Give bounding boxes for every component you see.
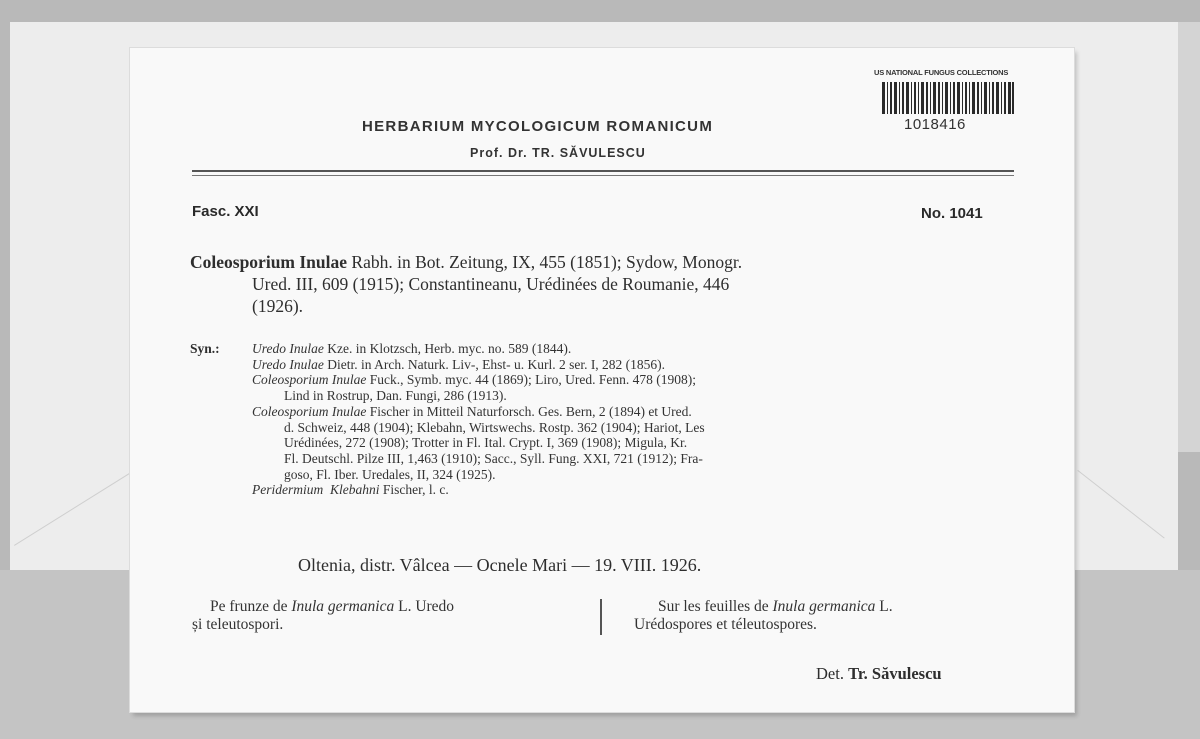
synonym-citation-line: Urédinées, 272 (1908); Trotter in Fl. Ital. Crypt. I, 369 (1908); Migula, Kr.: [284, 435, 688, 451]
synonym-citation: Fischer, l. c.: [382, 482, 449, 498]
substrate-text: și teleutospori.: [192, 616, 284, 633]
herbarium-title: HERBARIUM MYCOLOGICUM ROMANICUM: [362, 118, 714, 135]
exsiccata-number: No. 1041: [921, 205, 983, 222]
substrate-text: L. Uredo: [398, 598, 455, 615]
species-name: Coleosporium Inulae: [190, 252, 348, 272]
synonym-citation: Fischer in Mitteil Naturforsch. Ges. Bern, 2 (1894) et Ured.: [369, 403, 692, 419]
synonyms-list: [252, 341, 1022, 498]
fascicle-number: Fasc. XXI: [192, 203, 259, 220]
substrate-text: Sur les feuilles de: [658, 598, 769, 615]
synonym-taxon: Uredo Inulae: [252, 341, 324, 356]
determiner-prefix: Det.: [816, 664, 844, 683]
synonym-item: [252, 482, 1022, 498]
synonyms-label: Syn.:: [190, 341, 220, 356]
barcode-sticker: [874, 68, 1022, 138]
synonym-item: [252, 357, 1022, 373]
substrate-text: L.: [879, 598, 893, 615]
synonym-item: [252, 341, 1022, 357]
species-citation-line: (1926).: [252, 296, 304, 316]
host-name: Inula germanica: [291, 598, 395, 615]
divider-rule: [192, 170, 1014, 172]
column-divider: [600, 599, 602, 635]
species-citation: Rabh. in Bot. Zeitung, IX, 455 (1851); Sydow, Monogr.: [351, 252, 743, 272]
synonym-citation-line: Lind in Rostrup, Dan. Fungi, 286 (1913).: [284, 388, 507, 404]
substrate-romanian: [192, 598, 592, 634]
host-name: Inula germanica: [772, 598, 876, 615]
collection-locality: Oltenia, distr. Vâlcea — Ocnele Mari — 19. VIII. 1926.: [298, 555, 702, 575]
synonym-item: [252, 404, 1022, 420]
substrate-text: Pe frunze de: [210, 598, 288, 615]
substrate-text: Urédospores et téleutospores.: [634, 616, 817, 633]
synonym-citation: Fuck., Symb. myc. 44 (1869); Liro, Ured. Fenn. 478 (1908);: [369, 372, 696, 388]
synonym-taxon: Uredo Inulae: [252, 356, 324, 372]
species-entry: [190, 251, 1020, 317]
synonym-citation: Kze. in Klotzsch, Herb. myc. no. 589 (1844).: [327, 341, 572, 356]
herbarium-editor: Prof. Dr. TR. SĂVULESCU: [470, 146, 646, 160]
determiner: [816, 664, 942, 684]
synonym-citation: Dietr. in Arch. Naturk. Liv-, Ehst- u. Kurl. 2 ser. I, 282 (1856).: [327, 356, 666, 372]
substrate-french: [634, 598, 1034, 634]
synonym-taxon: Coleosporium Inulae: [252, 372, 367, 388]
synonym-taxon: Coleosporium Inulae: [252, 403, 367, 419]
synonym-epithet: Klebahni: [330, 482, 380, 498]
determiner-name: Tr. Săvulescu: [848, 664, 942, 683]
synonym-taxon: Peridermium: [252, 482, 324, 498]
catalog-number: 1018416: [904, 116, 966, 133]
synonym-citation-line: Fl. Deutschl. Pilze III, 1,463 (1910); Sacc., Syll. Fung. XXI, 721 (1912); Fra-: [284, 450, 703, 466]
divider-rule-thin: [192, 175, 1014, 176]
barcode-caption: US NATIONAL FUNGUS COLLECTIONS: [874, 68, 1009, 77]
envelope-shadow: [1178, 22, 1200, 452]
barcode-icon: [882, 82, 1014, 114]
species-citation-line: Ured. III, 609 (1915); Constantineanu, Urédinées de Roumanie, 446: [252, 274, 730, 294]
synonym-citation-line: d. Schweiz, 448 (1904); Klebahn, Wirtswechs. Rostp. 362 (1904); Hariot, Les: [284, 419, 705, 435]
synonym-item: [252, 372, 1022, 388]
synonym-citation-line: goso, Fl. Iber. Uredales, II, 324 (1925).: [284, 466, 496, 482]
